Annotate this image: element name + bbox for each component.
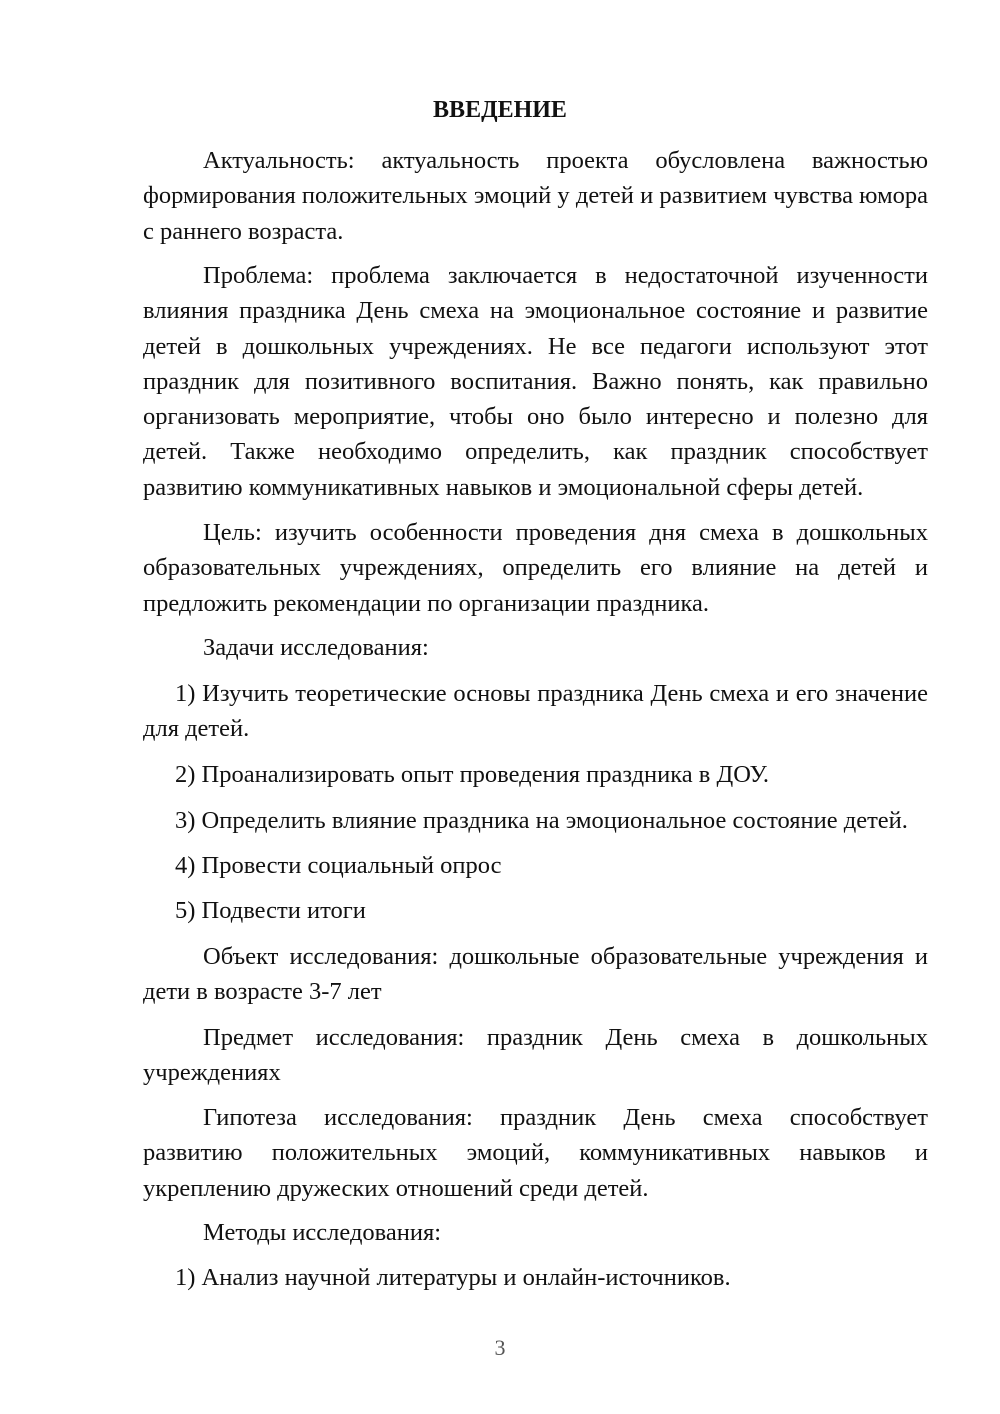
list-item-method-1: 1) Анализ научной литературы и онлайн-источников. xyxy=(175,1264,731,1291)
list-item-task-2: 2) Проанализировать опыт проведения праздника в ДОУ. xyxy=(175,761,770,788)
paragraph-tasks-heading: Задачи исследования: xyxy=(203,634,429,661)
page-number: 3 xyxy=(494,1335,506,1360)
paragraph-relevance: Актуальность: актуальность проекта обусловлена важностью формирования положительных эмоций у детей и развитием чувства юмора с раннего возраста. xyxy=(143,147,928,245)
list-item-task-5: 5) Подвести итоги xyxy=(175,897,366,924)
section-title: ВВЕДЕНИЕ xyxy=(433,97,567,123)
paragraph-problem: Проблема: проблема заключается в недостаточной изученности влияния праздника День смеха на эмоциональное состояние и развитие детей в дошкольных учреждениях. Не все педагоги используют этот праздник для позитивного воспитания. Важно понять, как правильно организовать мероприятие, чтобы оно было интересно и полезно для детей. Также необходимо определить, как праздник способствует развитию коммуникативных навыков и эмоциональной сферы детей. xyxy=(143,262,928,501)
paragraph-object: Объект исследования: дошкольные образовательные учреждения и дети в возрасте 3-7 лет xyxy=(143,943,928,1006)
paragraph-hypothesis: Гипотеза исследования: праздник День смеха способствует развитию положительных эмоций, коммуникативных навыков и укреплению дружеских отношений среди детей. xyxy=(143,1104,928,1202)
list-item-task-3: 3) Определить влияние праздника на эмоциональное состояние детей. xyxy=(175,807,908,834)
paragraph-goal: Цель: изучить особенности проведения дня смеха в дошкольных образовательных учреждениях, определить его влияние на детей и предложить рекомендации по организации праздника. xyxy=(143,519,928,617)
list-item-task-4: 4) Провести социальный опрос xyxy=(175,852,502,879)
paragraph-methods-heading: Методы исследования: xyxy=(203,1219,442,1246)
paragraph-subject: Предмет исследования: праздник День смеха в дошкольных учреждениях xyxy=(143,1024,928,1087)
list-item-task-1: 1) Изучить теоретические основы праздника День смеха и его значение для детей. xyxy=(143,680,928,743)
